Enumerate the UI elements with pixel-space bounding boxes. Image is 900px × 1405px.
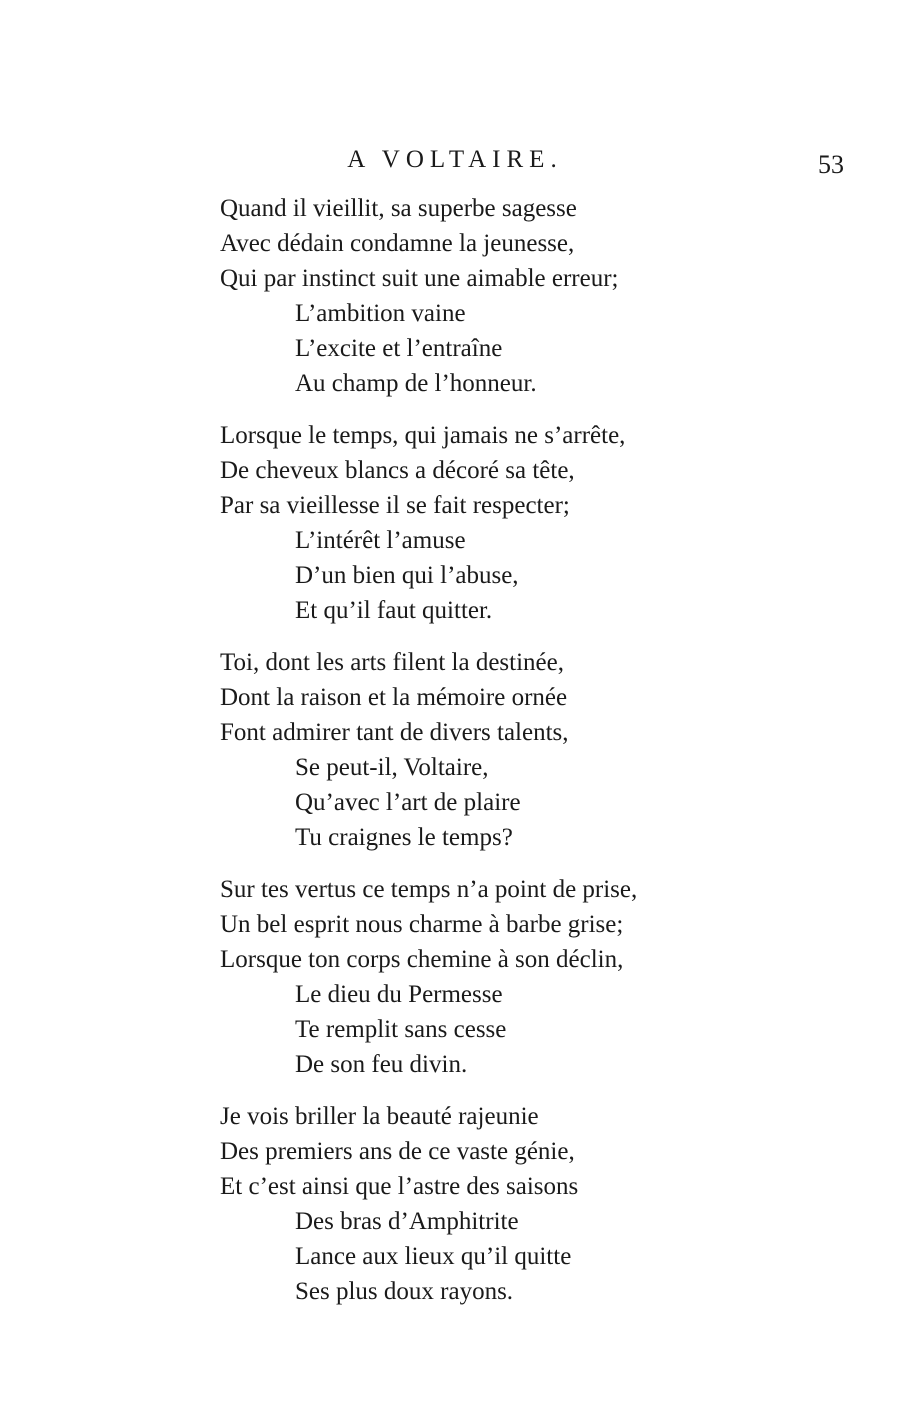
verse-line-indented: Et qu’il faut quitter.: [295, 597, 493, 624]
verse-line-indented: Ses plus doux rayons.: [295, 1278, 514, 1305]
verse-line: Quand il vieillit, sa superbe sagesse: [220, 195, 577, 222]
page-number: 53: [818, 150, 844, 179]
verse-line: Et c’est ainsi que l’astre des saisons: [220, 1173, 579, 1200]
verse-line: Un bel esprit nous charme à barbe grise;: [220, 911, 624, 938]
verse-line-indented: Des bras d’Amphitrite: [295, 1208, 519, 1235]
verse-line-indented: Se peut-il, Voltaire,: [295, 754, 489, 781]
verse-line: Avec dédain condamne la jeunesse,: [220, 230, 575, 257]
poem-body: [220, 191, 860, 1326]
verse-line: Toi, dont les arts filent la destinée,: [220, 649, 564, 676]
verse-line-indented: L’ambition vaine: [295, 300, 466, 327]
verse-line-indented: Tu craignes le temps?: [295, 824, 513, 851]
verse-line-indented: Te remplit sans cesse: [295, 1016, 507, 1043]
verse-line: Sur tes vertus ce temps n’a point de prise,: [220, 876, 638, 903]
verse-line: De cheveux blancs a décoré sa tête,: [220, 457, 575, 484]
verse-line: Des premiers ans de ce vaste génie,: [220, 1138, 575, 1165]
verse-line: Lorsque ton corps chemine à son déclin,: [220, 946, 624, 973]
verse-line: Font admirer tant de divers talents,: [220, 719, 569, 746]
stanza: [220, 1099, 860, 1309]
verse-line-indented: L’excite et l’entraîne: [295, 335, 503, 362]
verse-line-indented: De son feu divin.: [295, 1051, 468, 1078]
verse-line: Je vois briller la beauté rajeunie: [220, 1103, 539, 1130]
verse-line: Par sa vieillesse il se fait respecter;: [220, 492, 570, 519]
verse-line-indented: Au champ de l’honneur.: [295, 370, 537, 397]
stanza: [220, 191, 860, 401]
stanza: [220, 645, 860, 855]
verse-line-indented: L’intérêt l’amuse: [295, 527, 466, 554]
verse-line-indented: Qu’avec l’art de plaire: [295, 789, 521, 816]
verse-line-indented: Lance aux lieux qu’il quitte: [295, 1243, 572, 1270]
verse-line: Qui par instinct suit une aimable erreur;: [220, 265, 619, 292]
verse-line-indented: D’un bien qui l’abuse,: [295, 562, 519, 589]
running-title: A VOLTAIRE.: [347, 146, 563, 173]
stanza: [220, 872, 860, 1082]
verse-line-indented: Le dieu du Permesse: [295, 981, 503, 1008]
verse-line: Lorsque le temps, qui jamais ne s’arrête,: [220, 422, 626, 449]
verse-line: Dont la raison et la mémoire ornée: [220, 684, 568, 711]
stanza: [220, 418, 860, 628]
